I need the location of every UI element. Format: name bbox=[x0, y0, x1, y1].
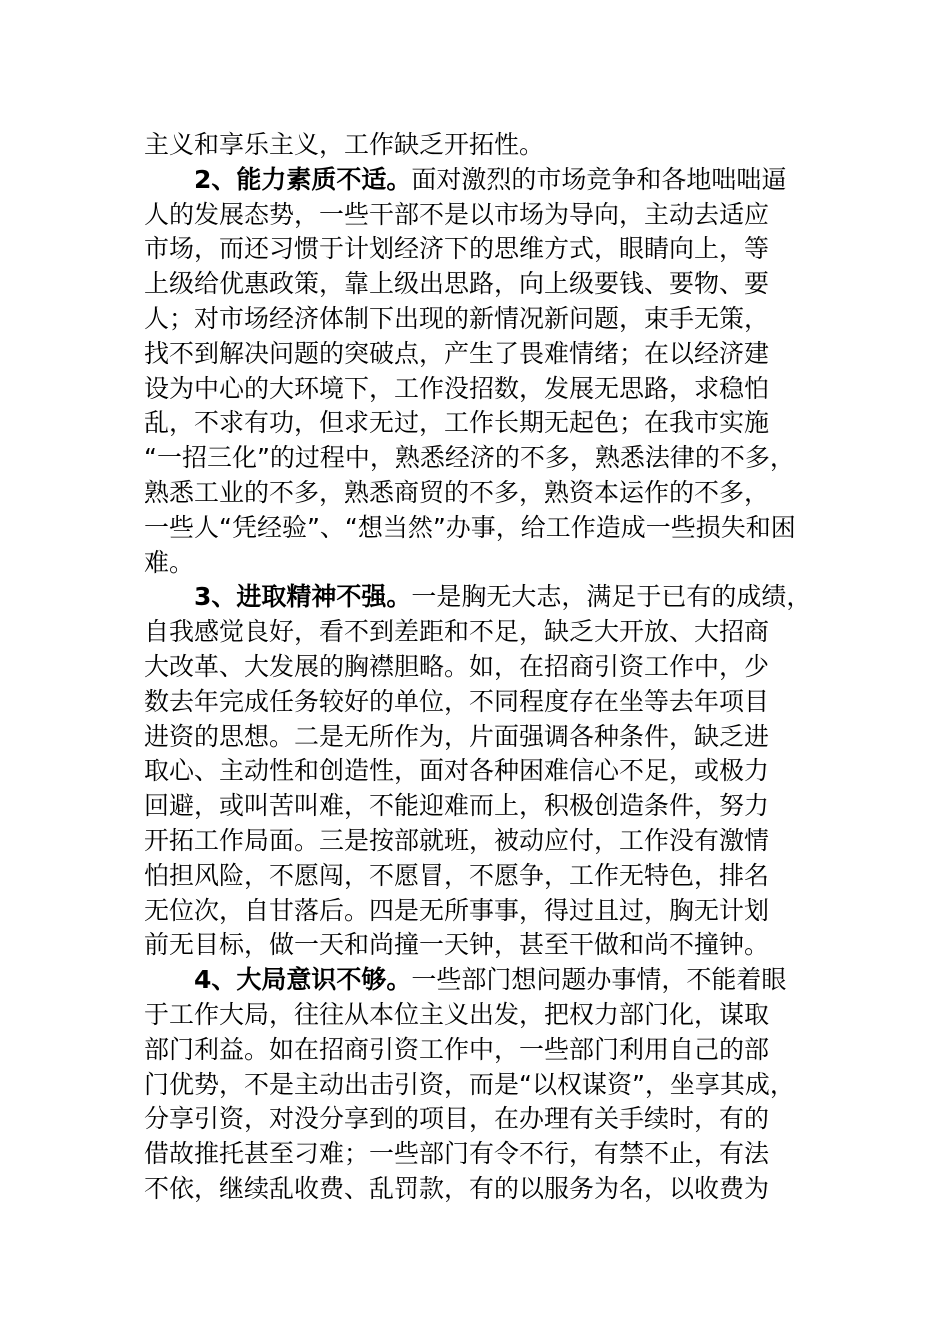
text-line bbox=[144, 406, 824, 441]
text-line bbox=[144, 928, 824, 963]
text-line bbox=[144, 998, 824, 1033]
paragraph-first-line bbox=[144, 580, 824, 615]
line-text: 找不到解决问题的突破点，产生了畏难情绪；在以经济建 bbox=[144, 338, 770, 368]
paragraph-first-line bbox=[144, 963, 824, 998]
line-text: 一些人“凭经验”、“想当然”办事，给工作造成一些损失和困 bbox=[144, 512, 796, 542]
text-line bbox=[144, 441, 824, 476]
text-line bbox=[144, 1033, 824, 1068]
text-line bbox=[144, 824, 824, 859]
line-text: 面对激烈的市场竞争和各地咄咄逼 bbox=[411, 164, 787, 194]
text-line bbox=[144, 859, 824, 894]
text-line bbox=[144, 1137, 824, 1172]
text-line bbox=[144, 302, 824, 337]
body-text bbox=[144, 128, 824, 1207]
line-text: 部门利益。如在招商引资工作中，一些部门利用自己的部 bbox=[144, 1034, 770, 1064]
line-text: 人的发展态势，一些干部不是以市场为导向，主动去适应 bbox=[144, 199, 770, 229]
section-heading: 4、大局意识不够。 bbox=[194, 965, 412, 995]
line-text: 门优势，不是主动出击引资，而是“以权谋资”，坐享其成， bbox=[144, 1069, 795, 1099]
text-line bbox=[144, 337, 824, 372]
line-text: 一些部门想问题办事情，不能着眼 bbox=[411, 965, 787, 995]
line-text: 于工作大局，往往从本位主义出发，把权力部门化，谋取 bbox=[144, 999, 770, 1029]
line-text: 回避，或叫苦叫难，不能迎难而上，积极创造条件，努力 bbox=[144, 791, 770, 821]
text-line bbox=[144, 894, 824, 929]
section-heading: 2、能力素质不适。 bbox=[194, 164, 412, 194]
line-text: 开拓工作局面。三是按部就班，被动应付，工作没有激情 bbox=[144, 825, 770, 855]
line-text: 自我感觉良好，看不到差距和不足，缺乏大开放、大招商 bbox=[144, 617, 770, 647]
text-line bbox=[144, 267, 824, 302]
text-line bbox=[144, 1068, 824, 1103]
text-line bbox=[144, 128, 824, 163]
line-text: 进资的思想。二是无所作为，片面强调各种条件，缺乏进 bbox=[144, 721, 770, 751]
text-line bbox=[144, 511, 824, 546]
line-text: 分享引资，对没分享到的项目，在办理有关手续时，有的 bbox=[144, 1104, 770, 1134]
text-line bbox=[144, 685, 824, 720]
line-text: 怕担风险，不愿闯，不愿冒，不愿争，工作无特色，排名 bbox=[144, 860, 770, 890]
text-line bbox=[144, 476, 824, 511]
line-text: 借故推托甚至刁难；一些部门有令不行，有禁不止，有法 bbox=[144, 1139, 770, 1169]
line-text: 不依，继续乱收费、乱罚款，有的以服务为名，以收费为 bbox=[144, 1173, 770, 1203]
paragraph-first-line bbox=[144, 163, 824, 198]
text-line bbox=[144, 650, 824, 685]
text-line bbox=[144, 198, 824, 233]
line-text: 大改革、大发展的胸襟胆略。如，在招商引资工作中，少 bbox=[144, 651, 770, 681]
line-text: 取心、主动性和创造性，面对各种困难信心不足，或极力 bbox=[144, 756, 770, 786]
line-text: 设为中心的大环境下，工作没招数，发展无思路，求稳怕 bbox=[144, 373, 770, 403]
line-text: 乱，不求有功，但求无过，工作长期无起色；在我市实施 bbox=[144, 408, 770, 438]
text-line bbox=[144, 1172, 824, 1207]
text-line bbox=[144, 754, 824, 789]
line-text: 无位次，自甘落后。四是无所事事，得过且过，胸无计划 bbox=[144, 895, 770, 925]
line-text: 主义和享乐主义，工作缺乏开拓性。 bbox=[144, 130, 545, 159]
text-line bbox=[144, 720, 824, 755]
line-text: 上级给优惠政策，靠上级出思路，向上级要钱、要物、要 bbox=[144, 269, 770, 299]
line-text: 前无目标，做一天和尚撞一天钟，甚至干做和尚不撞钟。 bbox=[144, 930, 770, 960]
text-line bbox=[144, 1102, 824, 1137]
line-text: 数去年完成任务较好的单位，不同程度存在坐等去年项目 bbox=[144, 686, 770, 716]
text-line bbox=[144, 615, 824, 650]
line-text: 人；对市场经济体制下出现的新情况新问题，束手无策， bbox=[144, 303, 770, 333]
text-line bbox=[144, 789, 824, 824]
text-line bbox=[144, 546, 824, 581]
line-text: “一招三化”的过程中，熟悉经济的不多，熟悉法律的不多， bbox=[144, 443, 795, 473]
line-text: 一是胸无大志，满足于已有的成绩， bbox=[411, 582, 812, 612]
text-line bbox=[144, 372, 824, 407]
section-heading: 3、进取精神不强。 bbox=[194, 582, 412, 612]
line-text: 市场，而还习惯于计划经济下的思维方式，眼睛向上，等 bbox=[144, 234, 770, 264]
line-text: 熟悉工业的不多，熟悉商贸的不多，熟资本运作的不多， bbox=[144, 477, 770, 507]
line-text: 难。 bbox=[144, 547, 195, 577]
text-line bbox=[144, 232, 824, 267]
